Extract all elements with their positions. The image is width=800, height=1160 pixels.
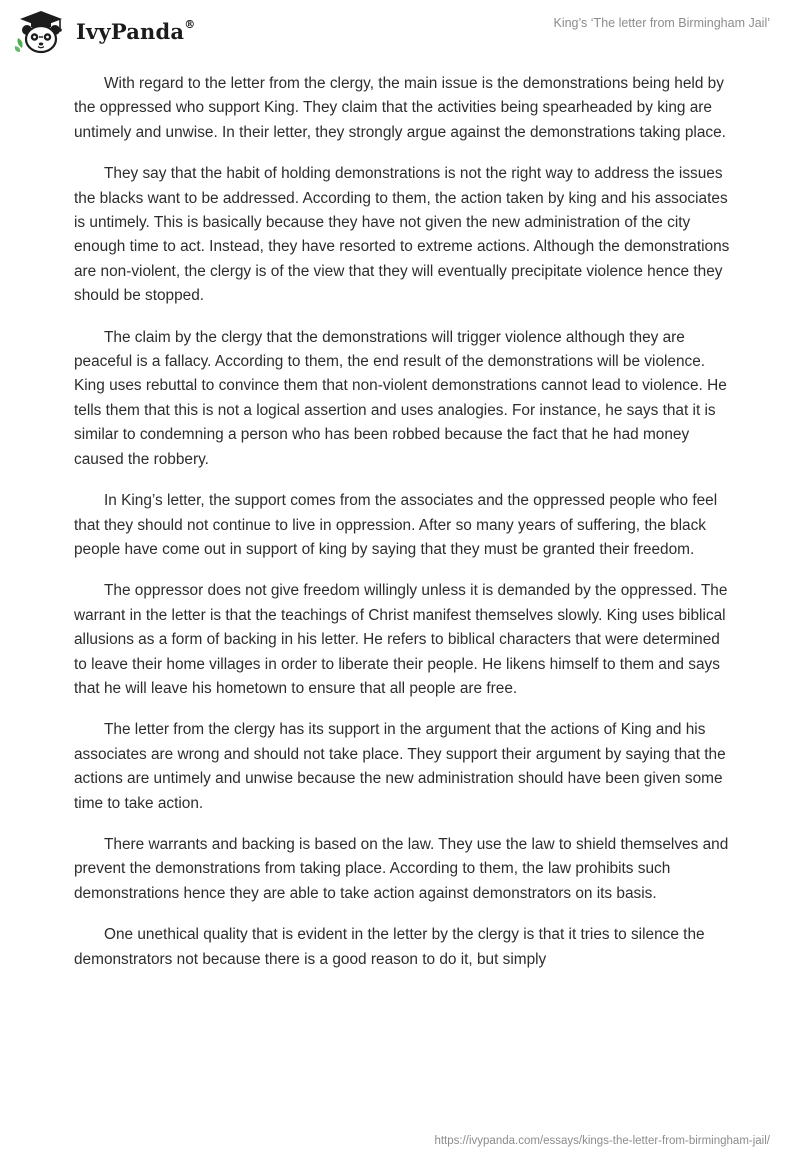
paragraph: The oppressor does not give freedom willingly unless it is demanded by the oppressed. The warrant in the letter is that the teachings of Christ manifest themselves slowly. King uses biblical allusions as a form of backing in his letter. He refers to biblical characters that were determined to leave their home villages in order to liberate their people. He likens himself to them and says that he will leave his hometown to ensure that all people are free. [74,582,728,697]
document-title: King’s ‘The letter from Birmingham Jail’ [553,16,770,30]
brand-logo[interactable] [14,8,195,56]
brand-name-text: IvyPanda [76,18,185,44]
paragraph: They say that the habit of holding demonstrations is not the right way to address the issues the blacks want to be addressed. According to them, the action taken by king and his associates is untimely. This is basically because they have not given the new administration of the city enough time to act. Instead, they have resorted to extreme actions. Although the demonstrations are non-violent, the clergy is of the view that they will eventually precipitate violence hence they should be stopped. [74,165,730,305]
page-header [0,0,800,60]
essay-body [74,72,734,989]
paragraph: With regard to the letter from the clergy, the main issue is the demonstrations being held by the oppressed who support King. They claim that the activities being spearheaded by king are untimely and unwise. In their letter, they strongly argue against the demonstrations taking place. [74,75,726,141]
brand-name [76,19,195,44]
paragraph: The claim by the clergy that the demonstrations will trigger violence although they are peaceful is a fallacy. According to them, the end result of the demonstrations will be violence. King uses rebuttal to convince them that non-violent demonstrations cannot lead to violence. He tells them that this is not a logical assertion and uses analogies. For instance, he says that it is similar to condemning a person who has been robbed because the fact that he had money caused the robbery. [74,328,727,468]
registered-mark: ® [184,17,196,31]
source-url[interactable]: https://ivypanda.com/essays/kings-the-letter-from-birmingham-jail/ [434,1135,770,1147]
paragraph: The letter from the clergy has its support in the argument that the actions of King and his associates are wrong and should not take place. They support their argument by saying that the actions are untimely and unwise because the new administration should have been given some time to take action. [74,721,726,812]
panda-graduate-icon [14,8,68,56]
paragraph: One unethical quality that is evident in the letter by the clergy is that it tries to silence the demonstrators not because there is a good reason to do it, but simply [74,926,705,968]
paragraph: In King’s letter, the support comes from the associates and the oppressed people who feel that they should not continue to live in oppression. After so many years of suffering, the black people have come out in support of king by saying that they must be granted their freedom. [74,492,718,558]
paragraph: There warrants and backing is based on the law. They use the law to shield themselves and prevent the demonstrations from taking place. According to them, the law prohibits such demonstrations hence they are able to take action against demonstrators on its basis. [74,835,729,902]
